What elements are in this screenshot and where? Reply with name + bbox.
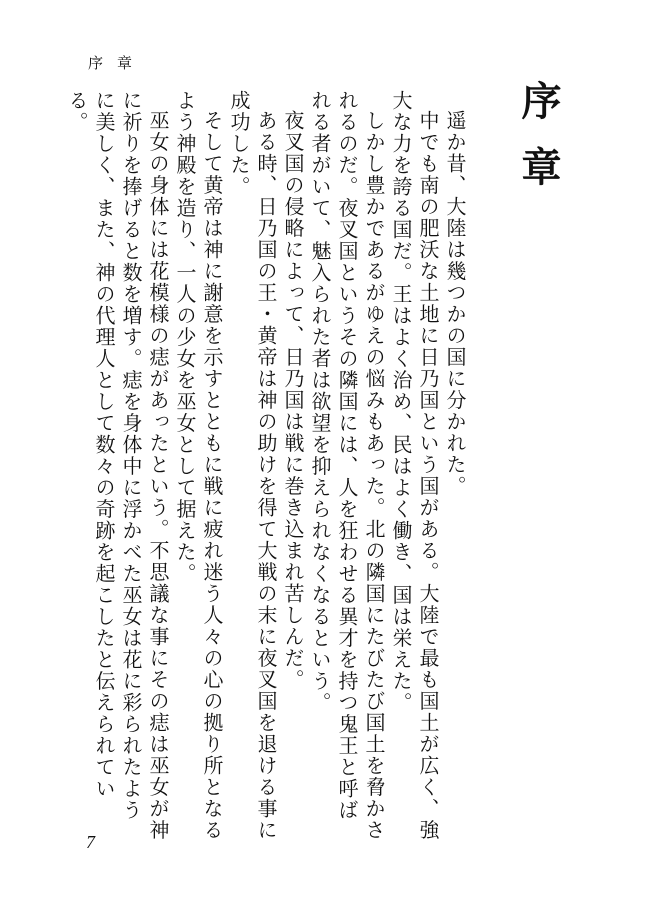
paragraph: そして黄帝は神に謝意を示すとともに戦に疲れ迷う人々の心の拠り所となるよう神殿を造り、一人の少女を巫女として据えた。 [173, 90, 224, 841]
paragraph: しかし豊かであるがゆえの悩みもあった。北の隣国にたびたび国土を脅かされるのだ。夜叉国というその隣国には、人を狂わせる異才を持つ鬼王と呼ばれる者がいて、魅入られた者は欲望を抑えられなくなるという。 [308, 90, 386, 841]
running-head: 序章 [88, 54, 147, 72]
paragraph: 遥か昔、大陸は幾つかの国に分かれた。 [443, 110, 467, 497]
paragraph: 夜叉国の侵略によって、日乃国は戦に巻き込まれ苦しんだ。 [281, 110, 305, 691]
paragraph: 中でも南の肥沃な土地に日乃国という国がある。大陸で最も国土が広く、強大な力を誇る国だ。王はよく治め、民はよく働き、国は栄えた。 [389, 90, 440, 841]
body-text [48, 90, 468, 842]
chapter-title: 序章 [515, 80, 561, 212]
paragraph: ある時、日乃国の王・黄帝は神の助けを得て大戦の末に夜叉国を退ける事に成功した。 [227, 90, 278, 841]
page-number: 7 [86, 832, 95, 852]
paragraph: 巫女の身体には花模様の痣があったという。不思議な事にその痣は巫女が神に祈りを捧げると数を増す。痣を身体中に浮かべた巫女は花に彩られたように美しく、また、神の代理人として数々の奇跡を起こしたと伝えられている。 [65, 90, 170, 841]
